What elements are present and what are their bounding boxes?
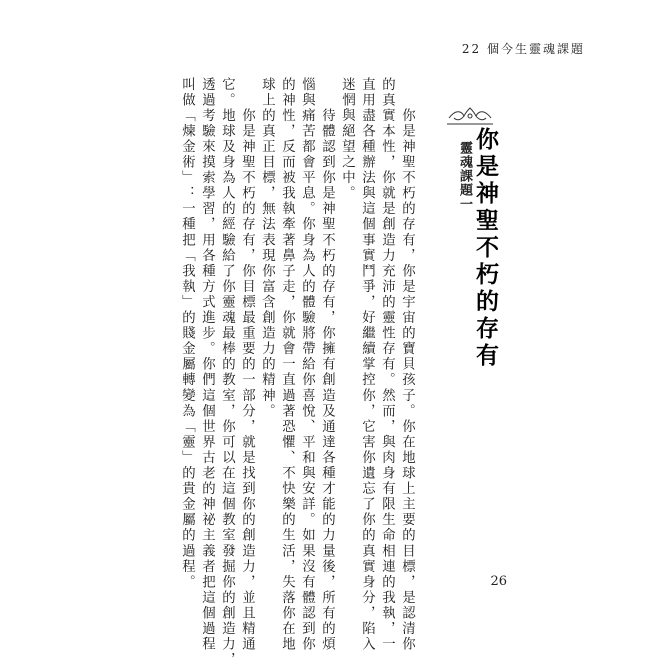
body-line: 它。地球及身為人的經驗給了你靈魂最棒的教室，你可以在這個教室發掘你的創造力， bbox=[219, 77, 235, 668]
body-line: 迷惘與絕望之中。 bbox=[339, 77, 355, 202]
body-line: 待體認到你是神聖不朽的存有，你擁有創造及通達各種才能的力量後，所有的煩 bbox=[319, 77, 335, 653]
body-line: 你是神聖不朽的存有，你目標最重要的一部分，就是找到你的創造力，並且精通 bbox=[239, 77, 255, 653]
body-line: 直用盡各種辦法與這個事實鬥爭，好繼續掌控你，它害你遺忘了你的真實身分，陷入 bbox=[359, 77, 375, 653]
body-line: 球上的真正目標，無法表現你富含創造力的精神。 bbox=[259, 77, 275, 420]
body-line: 的神性，反而被我執牽著鼻子走，你就會一直過著恐懼、不快樂的生活，失落你在地 bbox=[279, 77, 295, 653]
chapter-title: 你是神聖不朽的存有 bbox=[472, 127, 499, 370]
chapter-label: 靈魂課題一 bbox=[457, 141, 472, 211]
body-line: 的真實本性，你就是創造力充沛的靈性存有。然而，與肉身有限生命相連的我執，一 bbox=[379, 77, 395, 653]
running-head: 22 個今生靈魂課題 bbox=[461, 42, 585, 56]
page-number: 26 bbox=[490, 574, 507, 589]
body-line: 惱與痛苦都會平息。你身為人的體驗將帶給你喜悅、平和與安詳。如果沒有體認到你 bbox=[299, 77, 315, 653]
body-line: 你是神聖不朽的存有，你是宇宙的寶貝孩子。你在地球上主要的目標，是認清你 bbox=[399, 77, 415, 653]
body-line: 叫做「煉金術」：一種把「我執」的賤金屬轉變為「靈」的貴金屬的過程。 bbox=[179, 77, 195, 591]
body-line: 透過考驗來摸索學習，用各種方式進步。你們這個世界古老的神祕主義者把這個過程 bbox=[199, 77, 215, 653]
